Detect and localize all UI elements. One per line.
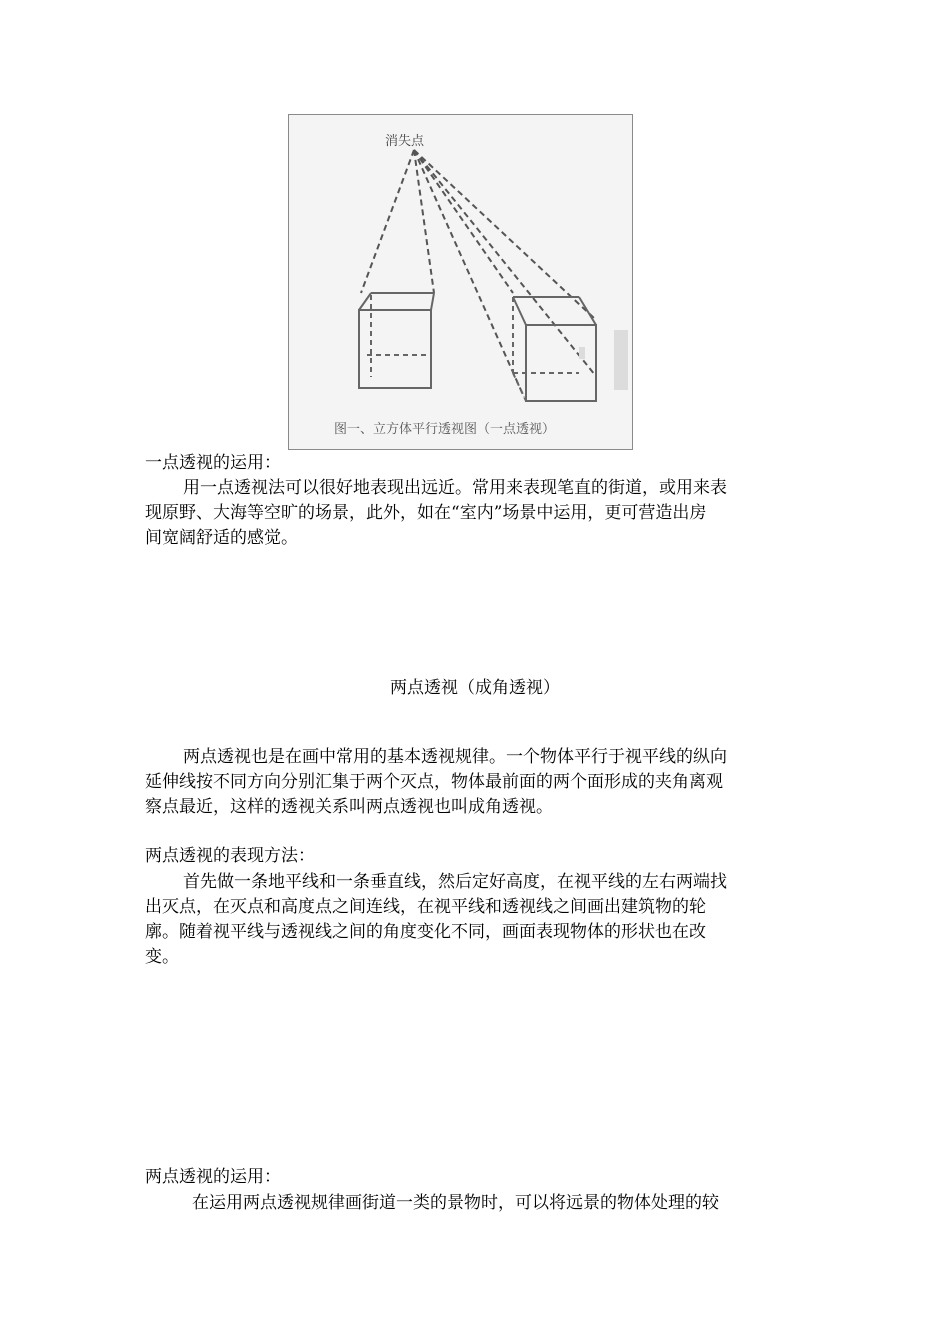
paragraph-line: 首先做一条地平线和一条垂直线，然后定好高度，在视平线的左右两端找	[183, 872, 727, 892]
perspective-diagram	[289, 115, 632, 449]
figure-caption: 图一、立方体平行透视图（一点透视）	[334, 422, 556, 437]
paragraph-line: 廓。随着视平线与透视线之间的角度变化不同，画面表现物体的形状也在改	[145, 922, 706, 942]
section-heading-one-point-usage: 一点透视的运用：	[145, 453, 281, 473]
paragraph-line: 用一点透视法可以很好地表现出远近。常用来表现笔直的街道，或用来表	[183, 478, 727, 498]
paragraph-line: 两点透视也是在画中常用的基本透视规律。一个物体平行于视平线的纵向	[183, 747, 727, 767]
section-title-two-point: 两点透视（成角透视）	[390, 678, 560, 698]
left-cube	[359, 293, 434, 388]
perspective-figure	[288, 114, 633, 450]
paragraph-line: 间宽阔舒适的感觉。	[145, 528, 298, 548]
section-heading-two-point-usage: 两点透视的运用：	[145, 1167, 281, 1187]
scan-artifacts	[579, 330, 628, 390]
paragraph-line: 变。	[145, 947, 179, 967]
convergence-lines	[361, 150, 595, 397]
vanishing-point-label: 消失点	[385, 134, 425, 149]
paragraph-line: 在运用两点透视规律画街道一类的景物时，可以将远景的物体处理的较	[192, 1193, 719, 1213]
paragraph-line: 现原野、大海等空旷的场景，此外，如在“室内”场景中运用，更可营造出房	[145, 503, 707, 523]
paragraph-line: 延伸线按不同方向分别汇集于两个灭点，物体最前面的两个面形成的夹角离观	[145, 772, 723, 792]
paragraph-line: 察点最近，这样的透视关系叫两点透视也叫成角透视。	[145, 797, 553, 817]
paragraph-line: 出灭点，在灭点和高度点之间连线，在视平线和透视线之间画出建筑物的轮	[145, 897, 706, 917]
section-heading-two-point-method: 两点透视的表现方法：	[145, 846, 315, 866]
